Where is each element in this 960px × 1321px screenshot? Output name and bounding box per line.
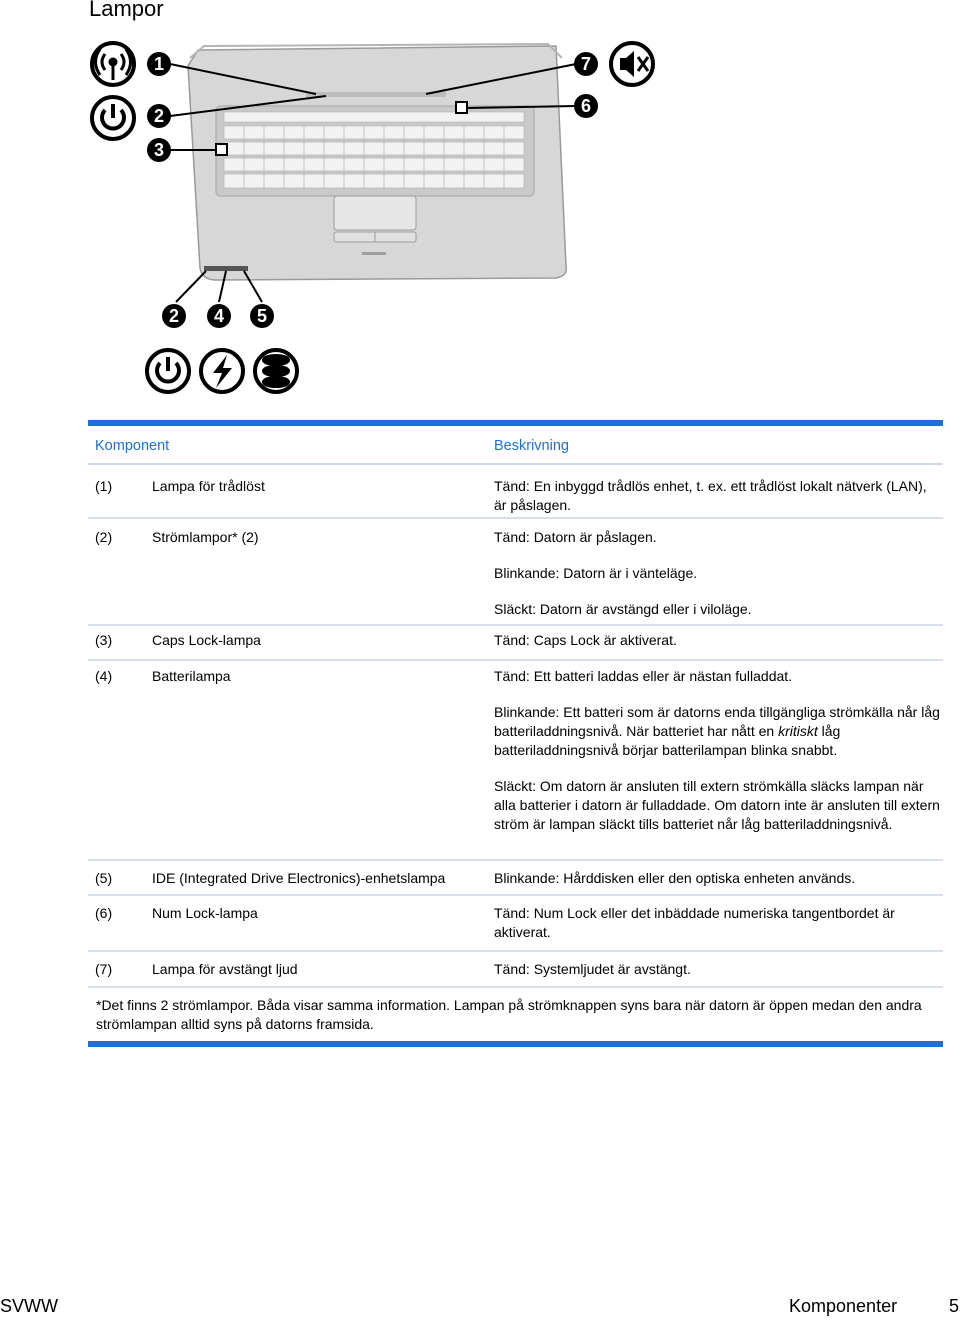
- row-number: (1): [95, 478, 113, 494]
- svg-text:5: 5: [256, 306, 268, 326]
- table-row: [88, 952, 943, 988]
- callout-2-top: [147, 104, 171, 128]
- row-number: (2): [95, 529, 113, 545]
- page-title: Lampor: [89, 0, 164, 21]
- wireless-icon: [92, 43, 134, 85]
- table-footnote: *Det finns 2 strömlampor. Båda visar samma information. Lampan på strömknappen syns bara när datorn är öppen medan den andra strömlampan alltid syns på datorns framsida.: [96, 997, 922, 1032]
- lights-table: [88, 420, 943, 988]
- power-icon: [92, 97, 134, 139]
- footer-section: Komponenter: [789, 1296, 898, 1316]
- callout-3: [147, 138, 171, 162]
- row-description: Tänd: Datorn är påslagen.: [494, 529, 657, 545]
- svg-text:2: 2: [168, 306, 180, 326]
- svg-text:2: 2: [153, 106, 165, 126]
- row-number: (7): [95, 961, 113, 977]
- svg-text:1: 1: [153, 54, 165, 74]
- table-bottom-rule: [88, 1041, 943, 1047]
- mute-icon: [611, 43, 653, 85]
- power-icon: [147, 350, 189, 392]
- row-description: Blinkande: Datorn är i vänteläge.: [494, 565, 698, 581]
- row-description: Tänd: Num Lock eller det inbäddade numeriska tangentbordet är aktiverat.: [494, 905, 895, 940]
- callout-7: [574, 52, 598, 76]
- svg-text:7: 7: [580, 54, 592, 74]
- row-number: (4): [95, 668, 113, 684]
- row-description: Tänd: Caps Lock är aktiverat.: [494, 632, 677, 648]
- row-component: Num Lock-lampa: [152, 905, 258, 921]
- table-row: [88, 896, 943, 952]
- callout-4: [207, 304, 231, 328]
- table-row: [88, 861, 943, 896]
- row-description: Släckt: Datorn är avstängd eller i viloläge.: [494, 601, 752, 617]
- callout-2-front: [162, 304, 186, 328]
- row-number: (6): [95, 905, 113, 921]
- row-component: Caps Lock-lampa: [152, 632, 261, 648]
- table-row: [88, 465, 943, 519]
- row-description: Tänd: Systemljudet är avstängt.: [494, 961, 691, 977]
- row-component: Lampa för trådlöst: [152, 478, 265, 494]
- laptop-lights-figure: [86, 36, 660, 406]
- row-component: Strömlampor* (2): [152, 529, 259, 545]
- table-header: [88, 426, 943, 463]
- table-row: [88, 519, 943, 626]
- footer-page-number: 5: [949, 1296, 960, 1316]
- footer-doc-id: SVWW: [0, 1296, 58, 1316]
- row-number: (3): [95, 632, 113, 648]
- callout-1: [147, 52, 171, 76]
- col-description-header: Beskrivning: [494, 438, 569, 454]
- svg-text:4: 4: [213, 306, 225, 326]
- row-description: Blinkande: Ett batteri som är datorns enda tillgängliga strömkälla når låg batteriladdningsnivå. När batteriet har nått en kritiskt låg batteriladdningsnivå börjar batterilampan blinka snabbt.: [494, 704, 940, 758]
- row-component: Lampa för avstängt ljud: [152, 961, 298, 977]
- row-description: Släckt: Om datorn är ansluten till extern strömkälla släcks lampan när alla batterier i datorn är fulladdade. Om datorn inte är ansluten till extern ström är lampan släckt tills batteriet når låg batteriladdningsnivå.: [494, 778, 940, 832]
- table-row: [88, 626, 943, 661]
- row-component: Batterilampa: [152, 668, 231, 684]
- drive-icon: [255, 350, 297, 392]
- row-number: (5): [95, 870, 113, 886]
- callout-6: [574, 94, 598, 118]
- row-description: Tänd: Ett batteri laddas eller är nästan fulladdat.: [494, 668, 793, 684]
- row-description: Tänd: En inbyggd trådlös enhet, t. ex. ett trådlöst lokalt nätverk (LAN), är påslagen.: [494, 478, 927, 513]
- callout-5: [250, 304, 274, 328]
- svg-text:3: 3: [153, 140, 165, 160]
- svg-text:6: 6: [580, 96, 592, 116]
- col-component-header: Komponent: [95, 438, 170, 454]
- table-row: [88, 661, 943, 861]
- row-description: Blinkande: Hårddisken eller den optiska enheten används.: [494, 870, 856, 886]
- row-component: IDE (Integrated Drive Electronics)-enhetslampa: [152, 870, 446, 886]
- battery-charge-icon: [201, 350, 243, 392]
